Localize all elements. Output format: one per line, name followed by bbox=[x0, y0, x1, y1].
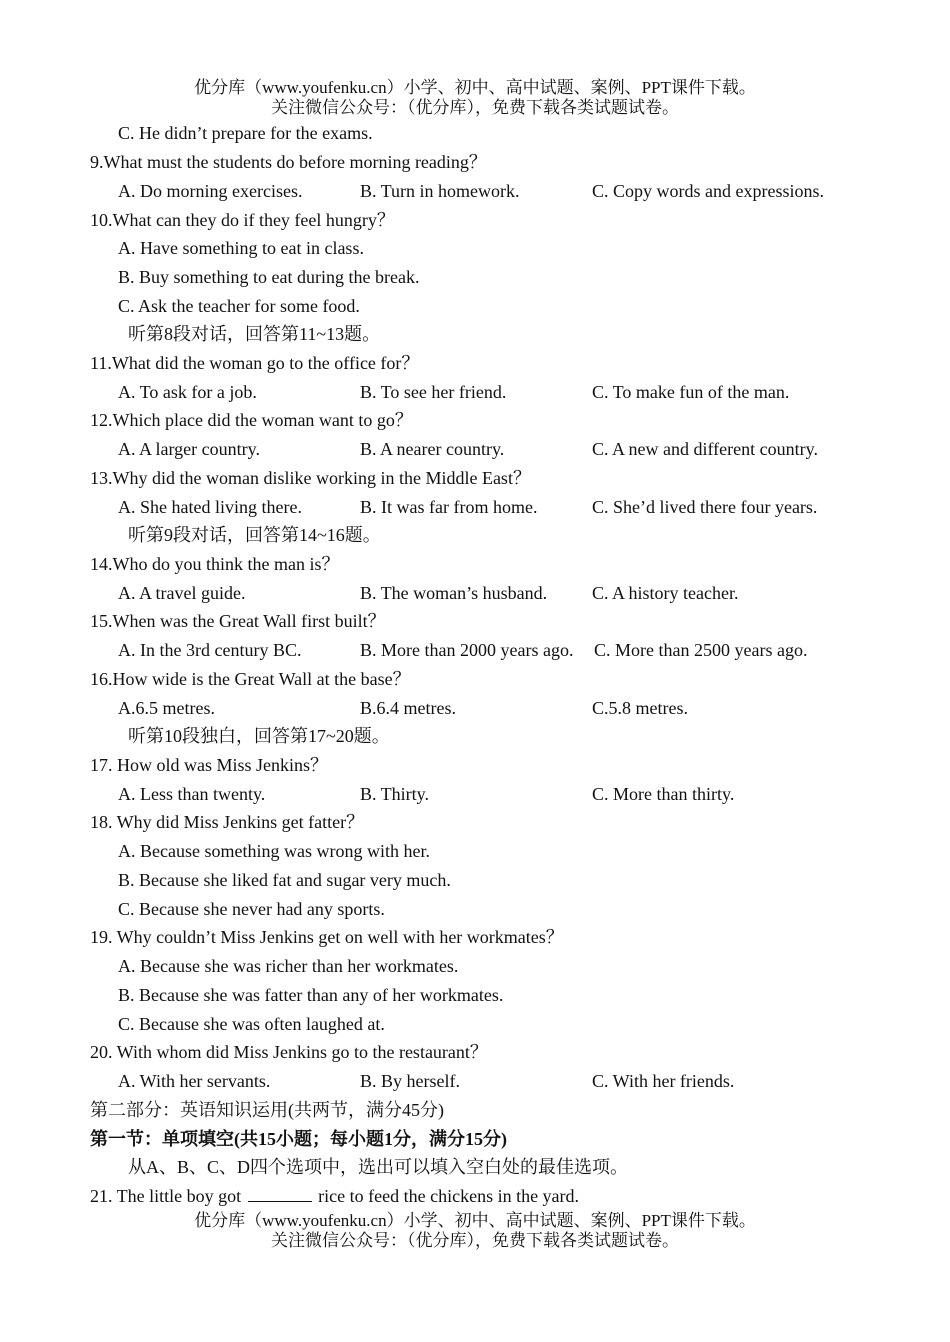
q17-option-c: C. More than thirty. bbox=[592, 784, 735, 804]
q9-question: 9.What must the students do before morning reading？ bbox=[90, 152, 487, 172]
q11-option-a: A. To ask for a job. bbox=[118, 382, 257, 402]
q19-question: 19. Why couldn’t Miss Jenkins get on well with her workmates？ bbox=[90, 927, 564, 947]
q16-options bbox=[0, 697, 950, 719]
q17-question: 17. How old was Miss Jenkins？ bbox=[90, 755, 329, 775]
q12-question: 12.Which place did the woman want to go？ bbox=[90, 410, 413, 430]
q12-option-b: B. A nearer country. bbox=[360, 439, 505, 459]
q10-option-c: C. Ask the teacher for some food. bbox=[118, 296, 360, 316]
q14-option-a: A. A travel guide. bbox=[118, 583, 246, 603]
q15-option-b: B. More than 2000 years ago. bbox=[360, 640, 574, 660]
q13-option-c: C. She’d lived there four years. bbox=[592, 497, 818, 517]
q20-options bbox=[0, 1070, 950, 1092]
q12-options bbox=[0, 438, 950, 460]
q15-options bbox=[0, 639, 950, 661]
q14-question: 14.Who do you think the man is？ bbox=[90, 554, 340, 574]
q13-question: 13.Why did the woman dislike working in the Middle East？ bbox=[90, 468, 531, 488]
q17-option-a: A. Less than twenty. bbox=[118, 784, 266, 804]
q10-option-b: B. Buy something to eat during the break. bbox=[118, 267, 420, 287]
footer-line-1: 优分库（www.youfenku.cn）小学、初中、高中试题、案例、PPT课件下载。 bbox=[194, 1211, 756, 1230]
q19-option-c: C. Because she was often laughed at. bbox=[118, 1014, 385, 1034]
q15-option-c: C. More than 2500 years ago. bbox=[594, 640, 808, 660]
q20-question: 20. With whom did Miss Jenkins go to the restaurant？ bbox=[90, 1042, 488, 1062]
q16-option-a: A.6.5 metres. bbox=[118, 698, 215, 718]
q15-option-a: A. In the 3rd century BC. bbox=[118, 640, 302, 660]
part2-heading: 第二部分：英语知识运用(共两节，满分45分) bbox=[90, 1100, 444, 1120]
part2-section1-heading: 第一节：单项填空(共15小题；每小题1分，满分15分) bbox=[90, 1129, 507, 1149]
header-line-2: 关注微信公众号：（优分库），免费下载各类试题试卷。 bbox=[271, 98, 679, 117]
q16-option-b: B.6.4 metres. bbox=[360, 698, 456, 718]
q16-question: 16.How wide is the Great Wall at the base？ bbox=[90, 669, 411, 689]
q8-option-c: C. He didn’t prepare for the exams. bbox=[118, 123, 373, 143]
q14-options bbox=[0, 582, 950, 604]
q21-text-after: rice to feed the chickens in the yard. bbox=[318, 1186, 580, 1206]
q12-option-a: A. A larger country. bbox=[118, 439, 260, 459]
q13-option-b: B. It was far from home. bbox=[360, 497, 538, 517]
q17-options bbox=[0, 783, 950, 805]
q20-option-a: A. With her servants. bbox=[118, 1071, 271, 1091]
q21-question bbox=[90, 1185, 579, 1207]
footer-line-2: 关注微信公众号：（优分库），免费下载各类试题试卷。 bbox=[271, 1231, 679, 1250]
q10-option-a: A. Have something to eat in class. bbox=[118, 238, 364, 258]
q11-options bbox=[0, 381, 950, 403]
q11-option-c: C. To make fun of the man. bbox=[592, 382, 790, 402]
q11-question: 11.What did the woman go to the office for？ bbox=[90, 353, 420, 373]
q21-blank bbox=[248, 1185, 312, 1202]
q11-option-b: B. To see her friend. bbox=[360, 382, 507, 402]
q9-option-c: C. Copy words and expressions. bbox=[592, 181, 824, 201]
section-8-instruction: 听第8段对话，回答第11~13题。 bbox=[128, 324, 381, 344]
q21-text-before: 21. The little boy got bbox=[90, 1186, 242, 1206]
q17-option-b: B. Thirty. bbox=[360, 784, 430, 804]
q9-option-b: B. Turn in homework. bbox=[360, 181, 520, 201]
section-10-instruction: 听第10段独白，回答第17~20题。 bbox=[128, 726, 390, 746]
q15-question: 15.When was the Great Wall first built？ bbox=[90, 611, 386, 631]
q20-option-b: B. By herself. bbox=[360, 1071, 460, 1091]
q18-option-a: A. Because something was wrong with her. bbox=[118, 841, 430, 861]
q13-option-a: A. She hated living there. bbox=[118, 497, 302, 517]
q16-option-c: C.5.8 metres. bbox=[592, 698, 688, 718]
q10-question: 10.What can they do if they feel hungry？ bbox=[90, 210, 395, 230]
q18-option-b: B. Because she liked fat and sugar very much. bbox=[118, 870, 451, 890]
q12-option-c: C. A new and different country. bbox=[592, 439, 818, 459]
q13-options bbox=[0, 496, 950, 518]
q18-option-c: C. Because she never had any sports. bbox=[118, 899, 385, 919]
q20-option-c: C. With her friends. bbox=[592, 1071, 735, 1091]
q9-option-a: A. Do morning exercises. bbox=[118, 181, 303, 201]
part2-instruction: 从A、B、C、D四个选项中，选出可以填入空白处的最佳选项。 bbox=[128, 1157, 629, 1177]
q19-option-b: B. Because she was fatter than any of her workmates. bbox=[118, 985, 504, 1005]
section-9-instruction: 听第9段对话，回答第14~16题。 bbox=[128, 525, 381, 545]
q14-option-b: B. The woman’s husband. bbox=[360, 583, 548, 603]
q9-options bbox=[0, 180, 950, 202]
header-line-1: 优分库（www.youfenku.cn）小学、初中、高中试题、案例、PPT课件下载。 bbox=[194, 78, 756, 97]
q19-option-a: A. Because she was richer than her workmates. bbox=[118, 956, 459, 976]
q14-option-c: C. A history teacher. bbox=[592, 583, 739, 603]
q18-question: 18. Why did Miss Jenkins get fatter？ bbox=[90, 812, 365, 832]
